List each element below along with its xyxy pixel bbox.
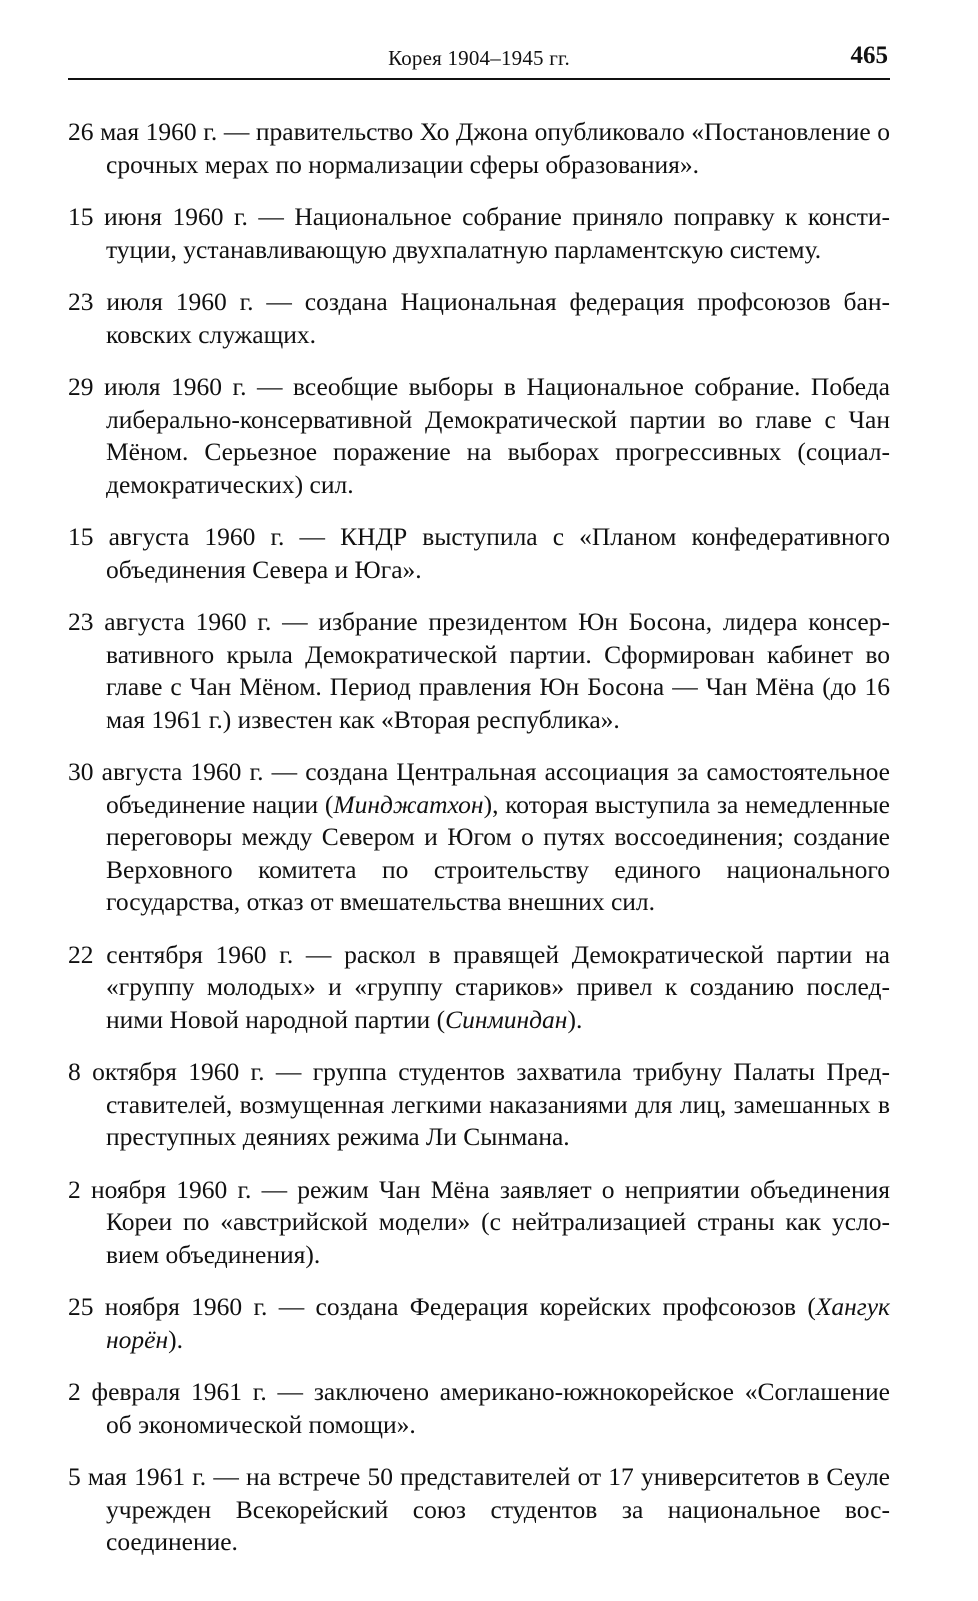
entry-text: [106, 1462, 890, 1556]
running-header: [68, 38, 890, 80]
entry-text-segment: — на встрече 50 представителей от 17 университетов в Сеуле учрежден Всекорейский союз студентов за национальное воссоединение.: [106, 1462, 891, 1556]
entry-text-segment: — создана Федерация корейских профсоюзов (: [267, 1292, 816, 1321]
entry-text-segment: ).: [567, 1004, 583, 1034]
entry-date: 15 августа 1960 г.: [68, 522, 285, 551]
entry-text-segment: — всеобщие выборы в Национальное собрание. Победа либерально-консервативной Демократической партии во главе с Чан Мёном. Серьезное поражение на выборах прогрессивных (социалдемократических) сил.: [106, 372, 890, 499]
chronology-entry: [68, 939, 890, 1037]
entry-date: 29 июля 1960 г.: [68, 372, 247, 401]
entry-text-segment: — избрание президентом Юн Босона, лидера консервативного крыла Демократической партии. Сформирован кабинет во главе с Чан Мёном. Период правления Юн Босона — Чан Мёна (до 16 мая 1961 г.) известен как «Вторая республика».: [106, 607, 890, 734]
page-number: 465: [850, 42, 888, 69]
chronology-entry: [68, 371, 890, 501]
running-title: Корея 1904–1945 гг.: [388, 46, 570, 70]
entry-text-segment: — Национальное собрание приняло поправку к конституции, устанавливающую двухпалатную парламентскую систему.: [106, 202, 890, 264]
book-page: [68, 38, 890, 1579]
entry-text-segment: — создана Национальная федерация профсоюзов банковских служащих.: [106, 287, 890, 349]
chronology-entry: [68, 756, 890, 919]
entry-text-segment: — КНДР выступила с «Планом конфедеративного объединения Севера и Юга».: [106, 522, 890, 584]
chronology-entries: [68, 116, 890, 1559]
chronology-entry: [68, 1056, 890, 1154]
entry-date: 8 октября 1960 г.: [68, 1057, 265, 1086]
chronology-entry: [68, 286, 890, 351]
entry-date: 2 ноября 1960 г.: [68, 1174, 252, 1204]
entry-text-segment: ), которая выступила за немедленные переговоры между Севером и Югом о путях воссоединения; создание Верховного комитета по строительству единого национального государства, отказ от вмешательства внешних сил.: [106, 789, 890, 916]
entry-text-italic: Синминдан: [445, 1004, 568, 1034]
chronology-entry: [68, 1461, 890, 1559]
entry-date: 25 ноября 1960 г.: [68, 1292, 268, 1321]
entry-date: 2 февраля 1961 г.: [68, 1377, 267, 1406]
chronology-entry: [68, 1291, 890, 1356]
entry-date: 15 июня 1960 г.: [68, 202, 248, 231]
entry-date: 22 сентября 1960 г.: [68, 939, 294, 969]
entry-text: [106, 117, 890, 179]
chronology-entry: [68, 1376, 890, 1441]
entry-text-italic: Хангук норён: [106, 1292, 890, 1354]
entry-text-segment: — режим Чан Мёна заявляет о неприятии объединения Кореи по «австрийской модели» (с нейтрализацией страны как условием объединения).: [106, 1174, 890, 1269]
entry-text-italic: Минджатхон: [333, 789, 484, 819]
chronology-entry: [68, 116, 890, 181]
chronology-entry: [68, 521, 890, 586]
entry-date: 23 августа 1960 г.: [68, 607, 272, 636]
entry-text-segment: — группа студентов захватила трибуну Палаты Представителей, возмущенная легкими наказаниями для лиц, замешанных в преступных деяниях режима Ли Сынмана.: [106, 1057, 890, 1151]
entry-text-segment: — правительство Хо Джона опубликовало «Постановление о срочных мерах по нормализации сферы образования».: [106, 117, 891, 179]
entry-text-segment: — раскол в правящей Демократической партии на «группу молодых» и «группу стариков» привел к созданию последними Новой народной партии (: [106, 939, 890, 1034]
entry-date: 26 мая 1960 г.: [68, 117, 218, 146]
chronology-entry: [68, 201, 890, 266]
chronology-entry: [68, 606, 890, 736]
entry-text-segment: — заключено американо-южнокорейское «Соглашение об экономической помощи».: [106, 1377, 890, 1439]
entry-text-segment: — создана Центральная ассоциация за самостоятельное объединение нации (: [106, 757, 890, 819]
entry-date: 5 мая 1961 г.: [68, 1462, 207, 1491]
entry-date: 30 августа 1960 г.: [68, 757, 264, 786]
entry-text-segment: ).: [168, 1324, 183, 1354]
chronology-entry: [68, 1174, 890, 1272]
entry-date: 23 июля 1960 г.: [68, 287, 254, 316]
